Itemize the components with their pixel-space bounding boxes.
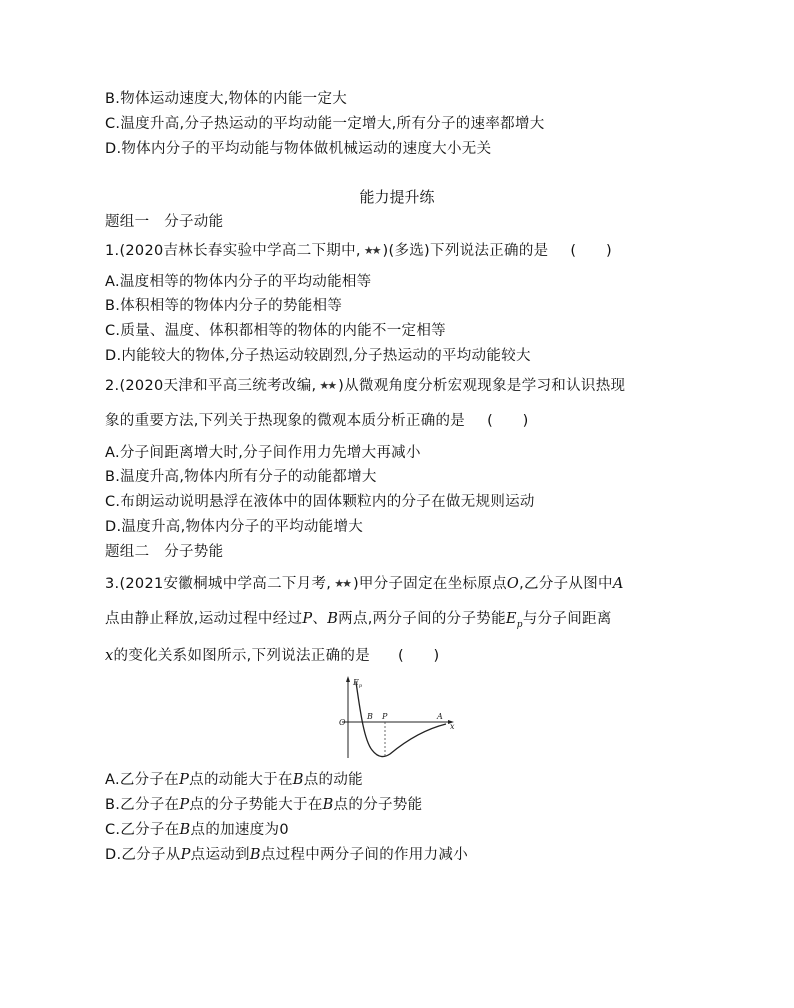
y-axis-label: $E_p$ xyxy=(353,678,363,689)
q1-option-b: B.体积相等的物体内分子的势能相等 xyxy=(105,298,343,314)
question-text: 象的重要方法,下列关于热现象的微观本质分析正确的是 xyxy=(105,413,466,429)
question-text: 的变化关系如图所示,下列说法正确的是 xyxy=(113,648,370,664)
potential-energy-graph xyxy=(336,670,458,762)
difficulty-stars-icon: ★★ xyxy=(334,577,350,590)
question-text: )甲分子固定在坐标原点 xyxy=(352,576,507,592)
question-source: (2020吉林长春实验中学高二下期中, xyxy=(119,243,361,259)
question-number: 1. xyxy=(105,243,120,259)
group2-heading: 题组二 分子势能 xyxy=(105,544,224,560)
question-3-stem-line2 xyxy=(105,609,612,635)
question-number: 3. xyxy=(105,576,120,592)
x-axis-label: x xyxy=(450,722,455,731)
prev-option-b: B.物体运动速度大,物体的内能一定大 xyxy=(105,91,348,107)
answer-blank: ( ) xyxy=(570,243,612,259)
q2-option-a: A.分子间距离增大时,分子间作用力先增大再减小 xyxy=(105,445,421,461)
question-source: (2021安徽桐城中学高二下月考, xyxy=(119,576,332,592)
origin-label: O xyxy=(339,718,346,727)
answer-blank: ( ) xyxy=(398,648,440,664)
q3-option-b: B.乙分子在P点的分子势能大于在B点的分子势能 xyxy=(105,797,423,813)
q1-option-d: D.内能较大的物体,分子热运动较剧烈,分子热运动的平均动能较大 xyxy=(105,348,531,364)
symbol-b: B xyxy=(327,611,339,627)
q3-option-a: A.乙分子在P点的动能大于在B点的动能 xyxy=(105,772,363,788)
prev-option-d: D.物体内分子的平均动能与物体做机械运动的速度大小无关 xyxy=(105,141,492,157)
section-title: 能力提升练 xyxy=(359,188,435,206)
point-a-label: A xyxy=(437,712,443,721)
q2-option-c: C.布朗运动说明悬浮在液体中的固体颗粒内的分子在做无规则运动 xyxy=(105,494,535,510)
question-text: 点由静止释放,运动过程中经过 xyxy=(105,611,303,627)
answer-blank: ( ) xyxy=(487,413,529,429)
prev-option-c: C.温度升高,分子热运动的平均动能一定增大,所有分子的速率都增大 xyxy=(105,116,545,132)
q3-option-d: D.乙分子从P点运动到B点过程中两分子间的作用力减小 xyxy=(105,847,469,863)
question-2-stem-line2 xyxy=(105,411,529,431)
question-1-stem xyxy=(105,241,612,261)
group1-heading: 题组一 分子动能 xyxy=(105,214,224,230)
question-3-stem-line1 xyxy=(105,574,624,594)
symbol-o: O xyxy=(506,576,520,592)
y-axis-arrow-icon xyxy=(346,676,350,682)
question-text: )从微观角度分析宏观现象是学习和认识热现 xyxy=(338,378,626,394)
q1-option-a: A.温度相等的物体内分子的平均动能相等 xyxy=(105,274,372,290)
question-text: 与分子间距离 xyxy=(522,611,612,627)
symbol-ep: $E_p$ xyxy=(505,611,523,630)
question-text: ,乙分子从图中 xyxy=(519,576,613,592)
point-p-label: P xyxy=(382,712,388,721)
question-source: (2020天津和平高三统考改编, xyxy=(119,378,317,394)
q3-option-c: C.乙分子在B点的加速度为0 xyxy=(105,822,289,838)
q2-option-b: B.温度升高,物体内所有分子的动能都增大 xyxy=(105,469,377,485)
point-b-label: B xyxy=(367,712,373,721)
q1-option-c: C.质量、温度、体积都相等的物体的内能不一定相等 xyxy=(105,323,446,339)
q2-option-d: D.温度升高,物体内分子的平均动能增大 xyxy=(105,519,364,535)
question-2-stem-line1 xyxy=(105,376,625,396)
symbol-x: x xyxy=(105,648,114,664)
question-text: )(多选)下列说法正确的是 xyxy=(382,243,549,259)
question-text: 、 xyxy=(312,611,328,627)
difficulty-stars-icon: ★★ xyxy=(319,379,336,392)
symbol-p: P xyxy=(302,611,313,627)
question-number: 2. xyxy=(105,378,120,394)
symbol-a: A xyxy=(612,576,624,592)
question-3-stem-line3 xyxy=(105,646,440,666)
difficulty-stars-icon: ★★ xyxy=(363,244,380,257)
question-text: 两点,两分子间的分子势能 xyxy=(338,611,506,627)
